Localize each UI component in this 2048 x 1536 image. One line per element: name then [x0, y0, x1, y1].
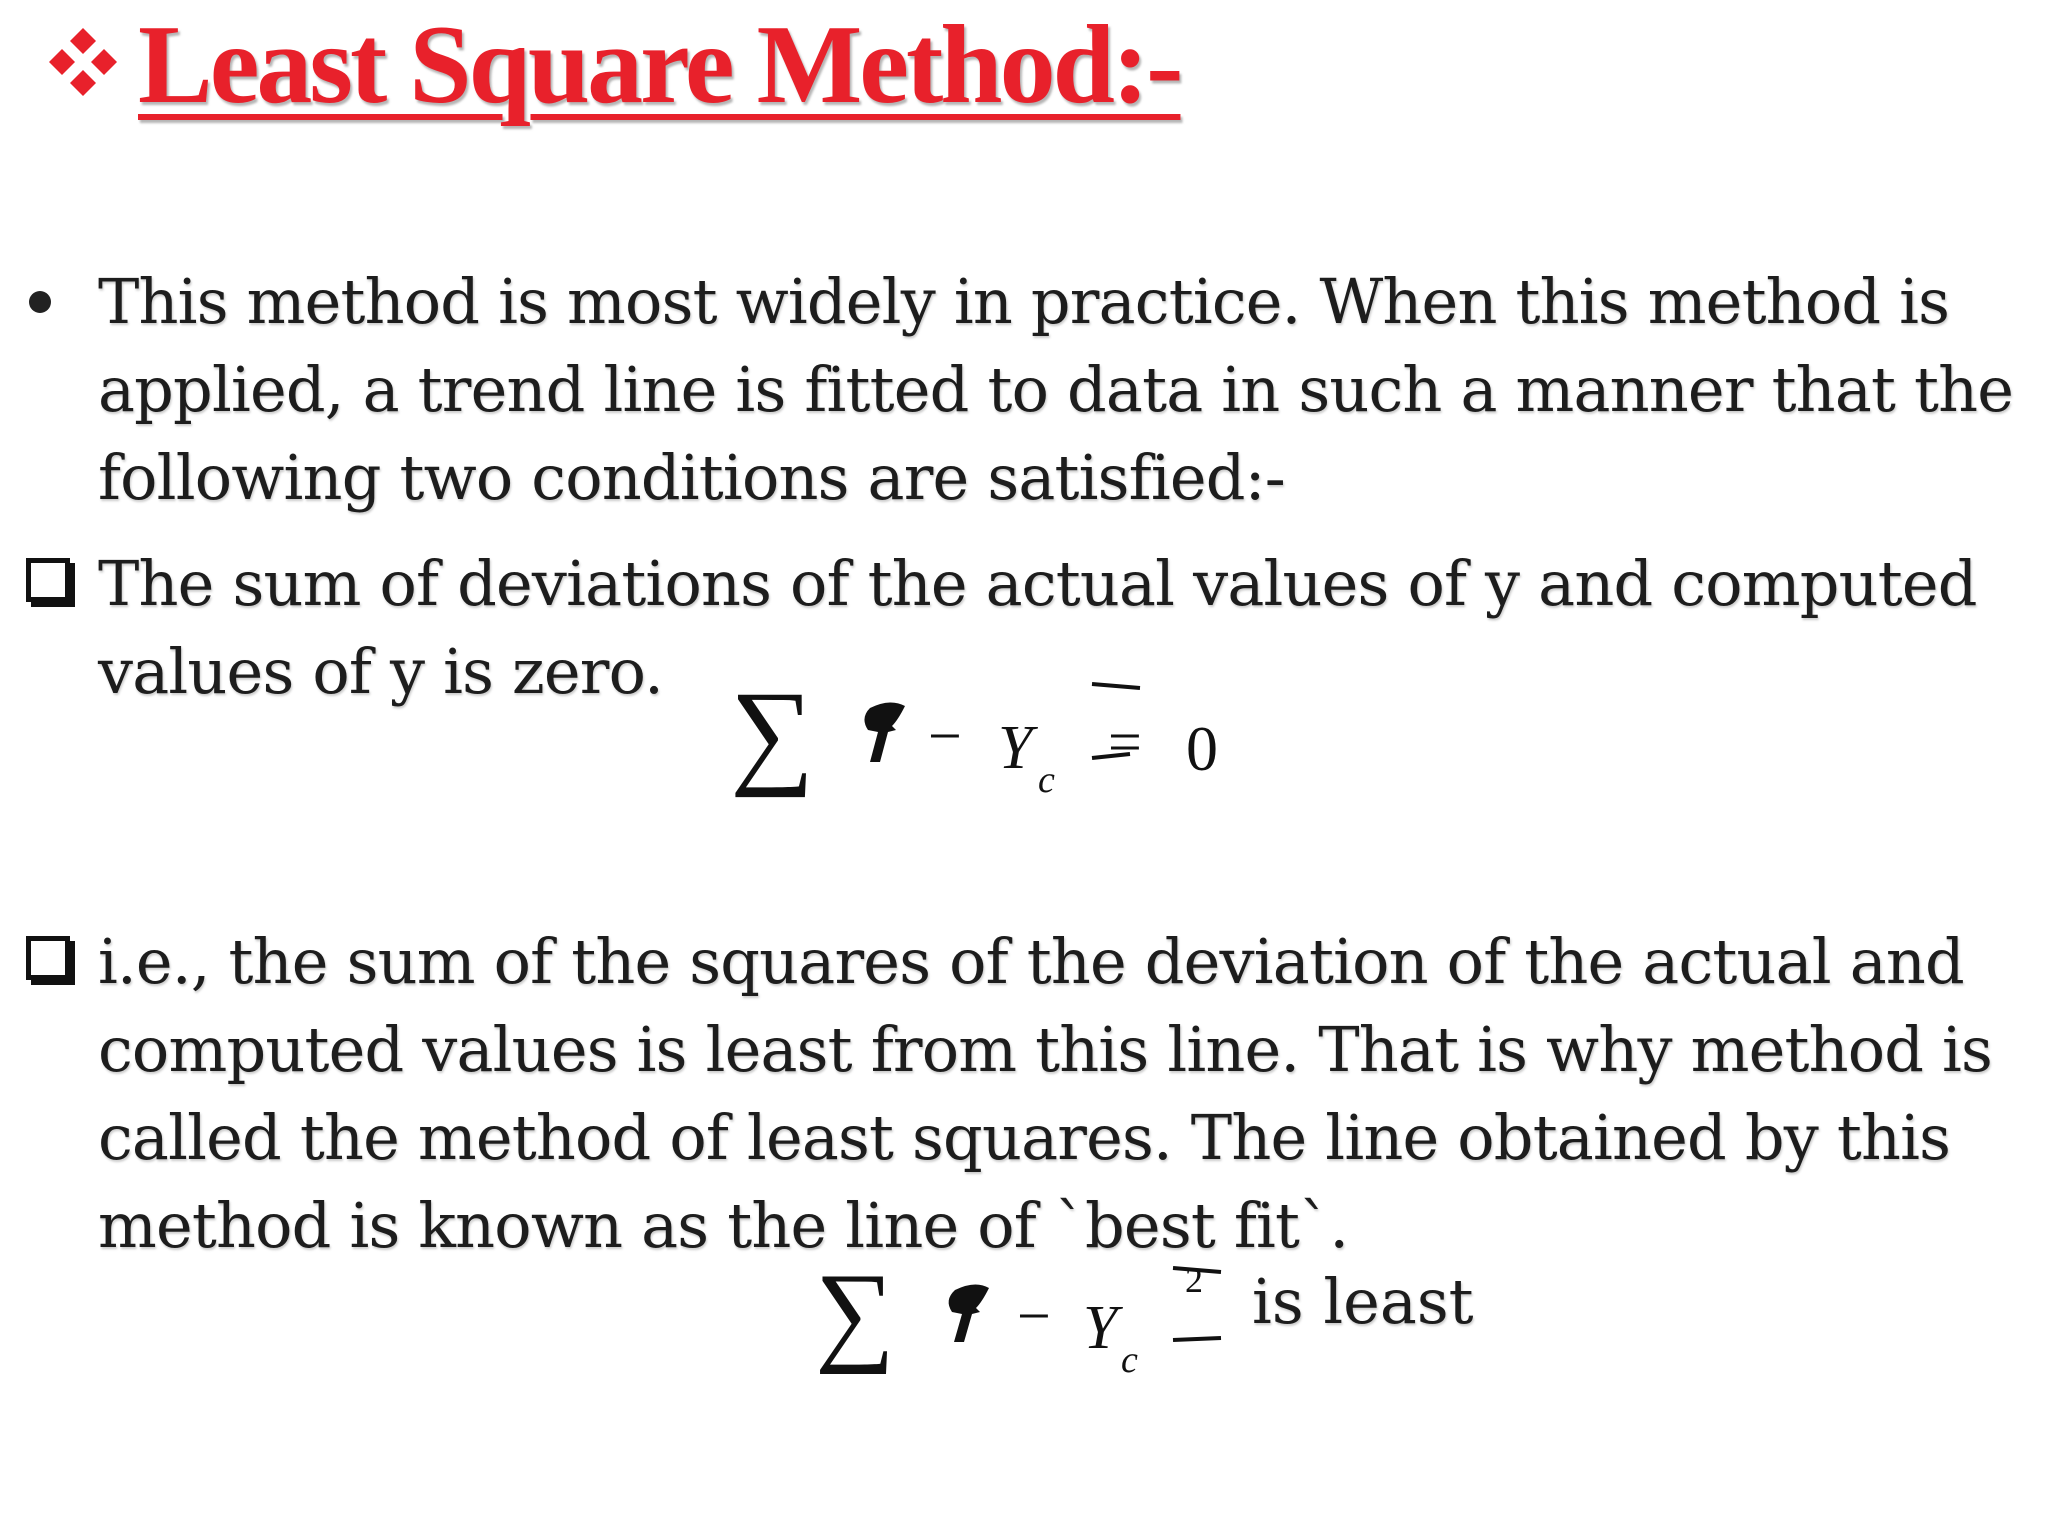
checkbox-bullet-icon [26, 936, 70, 980]
paragraph-3: i.e., the sum of the squares of the deviation of the actual and computed values is least from this line. That is why method is called the method of least squares. The line obtained by this method is known as the line of `best fit`. [98, 925, 1993, 1262]
paragraph-1: This method is most widely in practice. When this method is applied, a trend line is fitted to data in such a manner that the following two conditions are satisfied:- [98, 265, 2014, 514]
formula-sum-deviations [720, 670, 1240, 800]
checkbox-bullet-icon [26, 558, 70, 602]
bracket-blob [864, 702, 905, 762]
svg-text:−: − [928, 703, 962, 769]
page-title: Least Square Method:- [138, 3, 1181, 127]
svg-text:0: 0 [1186, 713, 1218, 784]
svg-text:Y: Y [1083, 1294, 1118, 1362]
formula-sum-squares [805, 1250, 1245, 1380]
svg-text:c: c [1038, 759, 1055, 800]
paragraph-2: The sum of deviations of the actual values of y and computed values of y is zero. [98, 547, 1977, 708]
sigma-symbol: ∑ [815, 1251, 895, 1375]
formula-suffix: is least [1252, 1265, 1474, 1338]
four-diamond-icon [38, 20, 128, 110]
svg-text:c: c [1121, 1339, 1138, 1380]
round-bullet [29, 291, 51, 313]
svg-text:=: = [1108, 709, 1142, 775]
svg-text:2: 2 [1185, 1260, 1203, 1300]
title-row [38, 0, 1180, 130]
svg-text:−: − [1017, 1283, 1051, 1349]
bracket-blob [949, 1284, 989, 1342]
svg-text:Y: Y [998, 714, 1033, 782]
sigma-symbol: ∑ [730, 670, 815, 798]
